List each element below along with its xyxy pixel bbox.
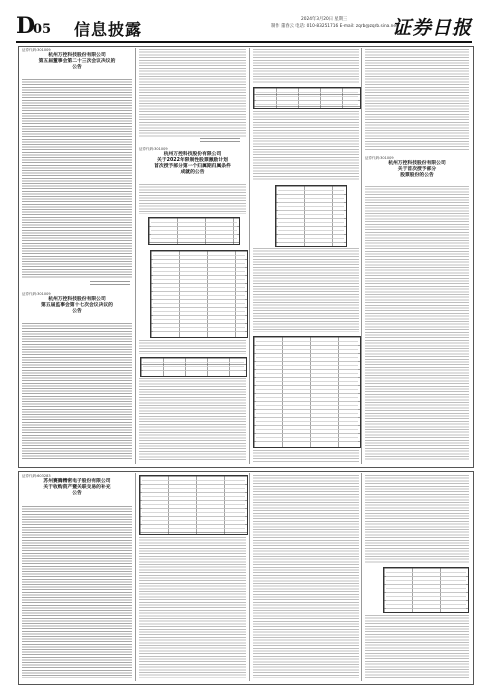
data-table [139, 475, 248, 535]
page-number: 05 [33, 22, 52, 37]
announcement-body [253, 450, 359, 462]
announcement-body [365, 615, 469, 678]
contact-line: 制作 董春云 电话: 010-83251716 E-mail: zqrb@zqrb.sina.net [271, 24, 398, 29]
announcement-body [139, 184, 246, 214]
announcement-body [22, 323, 132, 461]
column-divider [361, 48, 362, 464]
date-line: 2024年3月20日 星期三 [301, 17, 348, 22]
data-table [148, 217, 240, 245]
announcement-body [253, 111, 359, 181]
column-divider [249, 473, 250, 681]
announcement-heading: 证券代码:301009 杭州万控科技股份有限公司 关于首次授予部分 股票股份的公告 [365, 156, 446, 178]
data-table [150, 250, 248, 338]
column-divider [135, 48, 136, 464]
announcement-body [22, 506, 132, 678]
announcement-heading: 证券代码:301009 杭州万控科技股份有限公司 关于2022年限制性股票激励计划 首次授予部分第一个归属期归属条件 成就的公告 [139, 147, 231, 175]
signature-line [90, 281, 130, 287]
data-table [275, 185, 347, 247]
column-divider [135, 473, 136, 681]
section-title: 信息披露 [74, 20, 143, 39]
announcement-body [139, 537, 246, 678]
data-table [253, 336, 361, 448]
announcement-body [253, 248, 359, 332]
announcement-body [22, 79, 132, 279]
announcement-body [139, 49, 246, 137]
column-divider [361, 473, 362, 681]
announcement-body [365, 186, 469, 461]
data-table [383, 567, 469, 613]
masthead-rule [16, 41, 472, 43]
data-table [140, 357, 247, 377]
announcement-heading: 证券代码:603283 苏州赛腾精密电子股份有限公司 关于收购资产暨关联交易的补充 公告 [22, 474, 111, 496]
announcement-body [253, 49, 359, 83]
signature-line [200, 138, 240, 144]
announcement-body [365, 49, 469, 151]
announcement-body [365, 475, 469, 563]
announcement-heading: 证券代码:301009 杭州万控科技股份有限公司 第五届监事会第十七次会议决议的 公告 [22, 292, 113, 314]
masthead [16, 14, 472, 40]
announcement-body [139, 340, 246, 354]
announcement-body [253, 475, 359, 678]
announcement-body [139, 378, 246, 461]
data-table [253, 87, 361, 109]
column-divider [249, 48, 250, 464]
page-letter: D [16, 13, 36, 39]
announcement-heading: 证券代码:301009 杭州万控科技股份有限公司 第五届董事会第二十三次会议决议的 公告 [22, 48, 116, 70]
paper-logo: 证券日报 [391, 17, 472, 39]
